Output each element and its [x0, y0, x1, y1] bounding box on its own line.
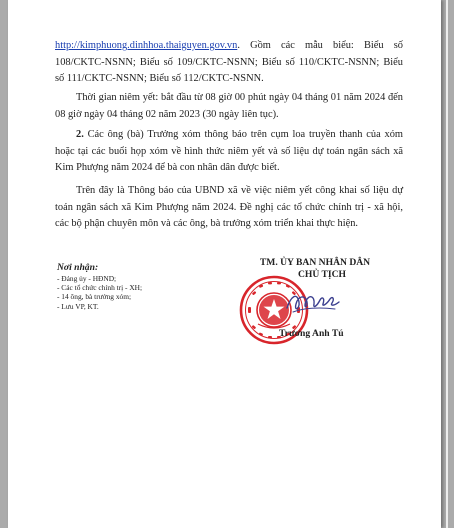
- signer-name: Trương Anh Tú: [279, 328, 344, 339]
- signature-position: CHỦ TỊCH: [297, 269, 347, 280]
- signature-title: TM. ỦY BAN NHÂN DÂN: [259, 257, 371, 268]
- recipients-title: Nơi nhận:: [57, 262, 99, 273]
- recipients-block: [57, 262, 197, 311]
- recipient-item: - 14 ông, bà trưởng xóm;: [57, 292, 132, 302]
- recipient-item: - Lưu VP, KT.: [57, 301, 99, 311]
- recipient-item: - Đảng ủy - HĐND;: [57, 274, 117, 283]
- page-edge: [446, 0, 448, 528]
- handwritten-signature-icon: [285, 282, 341, 322]
- paragraph-forms: [55, 38, 403, 88]
- item-2-text: Các ông (bà) Trưởng xóm thông báo trên cụm loa truyền thanh của xóm hoặc tại các buổi họp xóm về hình thức niêm yết và số liệu dự toán ngân sách xã Kim Phượng năm 2024 để bà con nhân dân được biết.: [55, 129, 403, 173]
- paragraph-item-2: [55, 127, 403, 177]
- recipient-item: - Các tổ chức chính trị - XH;: [57, 283, 143, 293]
- paragraph-posting-time: Thời gian niêm yết: bắt đầu từ 08 giờ 00 phút ngày 04 tháng 01 năm 2024 đến 08 giờ ngày 04 tháng 02 năm 2023 (30 ngày liên tục).: [55, 92, 403, 120]
- forms-text: . Gồm các mẫu biểu: Biểu số 108/CKTC-NSNN; Biểu số 109/CKTC-NSNN; Biểu số 110/CKTC-NSNN; Biểu số 111/CKTC-NSNN; Biểu số 112/CKTC-NSNN.: [55, 40, 403, 84]
- item-number: 2.: [76, 129, 84, 140]
- website-link[interactable]: http://kimphuong.dinhhoa.thaiguyen.gov.vn: [55, 40, 238, 51]
- paragraph-conclusion: Trên đây là Thông báo của UBND xã về việc niêm yết công khai số liệu dự toán ngân sách xã Kim Phượng năm 2024. Đề nghị các tổ chức chính trị - xã hội, các bộ phận chuyên môn và các ông, bà trưởng xóm triển khai thực hiện.: [55, 185, 403, 229]
